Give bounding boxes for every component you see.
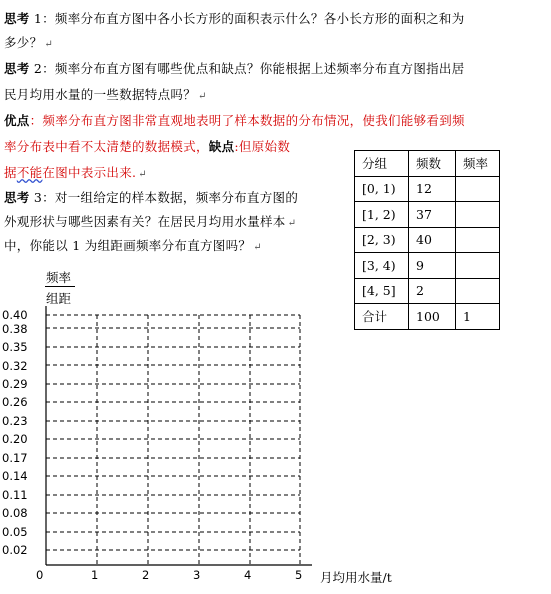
x-tick-label: 2 <box>142 568 150 582</box>
question-1-text-2: 多少？ <box>4 35 43 50</box>
table-cell: 9 <box>409 253 456 279</box>
table-header-cell: 分组 <box>355 151 409 177</box>
cons-text-3c: 在图中表示出来. <box>42 165 137 180</box>
pros-text-2: 率分布表中看不太清楚的数据模式， <box>4 139 209 154</box>
question-2-text: 2：频率分布直方图有哪些优点和缺点？你能根据上述频率分布直方图指出居 <box>29 61 465 76</box>
cons-text-3b: 不能 <box>16 165 43 180</box>
answer-line-3: 据不能在图中表示出来. ↵ <box>4 165 147 180</box>
y-tick-label: 0.26 <box>2 395 28 409</box>
table-header-cell: 频率 <box>456 151 500 177</box>
y-tick-label: 0.14 <box>2 469 28 483</box>
table-cell: 40 <box>409 227 456 253</box>
x-tick-label: 1 <box>91 568 99 582</box>
cons-label: 缺点 <box>208 139 235 154</box>
y-tick-label: 0.23 <box>2 414 28 428</box>
x-tick-label: 4 <box>244 568 252 582</box>
table-cell: [0, 1) <box>355 176 409 202</box>
question-2-text-2: 民月均用水量的一些数据特点吗？ <box>4 87 197 102</box>
question-3-label: 思考 <box>4 190 30 205</box>
pros-label: 优点 <box>4 113 30 128</box>
table-cell: [4, 5] <box>355 278 409 304</box>
question-1-line-2: 多少？ ↵ <box>4 35 54 50</box>
cons-text: :但原始数 <box>234 139 291 154</box>
question-1-label: 思考 <box>4 11 30 26</box>
table-cell: 100 <box>409 304 456 330</box>
y-tick-label: 0.17 <box>2 451 28 465</box>
y-tick-label: 0.35 <box>2 340 28 354</box>
question-3-line-3: 中，你能以 1 为组距画频率分布直方图吗？ ↵ <box>4 238 262 253</box>
x-tick-label: 5 <box>295 568 303 582</box>
table-cell: 2 <box>409 278 456 304</box>
table-cell: [2, 3) <box>355 227 409 253</box>
y-tick-label: 0.32 <box>2 359 28 373</box>
table-cell: 12 <box>409 176 456 202</box>
table-cell: 37 <box>409 202 456 228</box>
question-3-text: 3：对一组给定的样本数据，频率分布直方图的 <box>29 190 299 205</box>
question-2-label: 思考 <box>4 61 30 76</box>
x-tick-label: 3 <box>193 568 201 582</box>
table-cell: 合计 <box>355 304 409 330</box>
y-tick-label: 0.29 <box>2 377 28 391</box>
x-tick-label: 0 <box>36 568 44 582</box>
cons-text-3a: 据 <box>4 165 17 180</box>
question-3-line-2: 外观形状与哪些因素有关？在居民月均用水量样本 ↵ <box>4 214 297 229</box>
y-tick-label: 0.02 <box>2 543 28 557</box>
x-axis-title: 月均用水量/t <box>320 570 392 585</box>
y-tick-label: 0.20 <box>2 432 28 446</box>
y-tick-label: 0.05 <box>2 525 28 539</box>
table-header-cell: 频数 <box>409 151 456 177</box>
y-axis-label-denominator: 组距 <box>46 291 72 306</box>
y-axis-label-numerator: 频率 <box>46 270 72 285</box>
table-cell: [3, 4) <box>355 253 409 279</box>
table-cell: [1, 2) <box>355 202 409 228</box>
question-2-line-2: 民月均用水量的一些数据特点吗？ ↵ <box>4 87 207 102</box>
y-tick-label: 0.38 <box>2 322 28 336</box>
question-3-text-3: 中，你能以 1 为组距画频率分布直方图吗？ <box>4 238 252 253</box>
pros-text: ：频率分布直方图非常直观地表明了样本数据的分布情况，使我们能够看到频 <box>29 113 465 128</box>
y-tick-label: 0.40 <box>2 308 28 322</box>
y-tick-label: 0.08 <box>2 506 28 520</box>
question-3-text-2: 外观形状与哪些因素有关？在居民月均用水量样本 <box>4 214 286 229</box>
y-tick-label: 0.11 <box>2 488 28 502</box>
question-1-text: 1：频率分布直方图中各小长方形的面积表示什么？各小长方形的面积之和为 <box>29 11 465 26</box>
table-cell: 1 <box>456 304 500 330</box>
